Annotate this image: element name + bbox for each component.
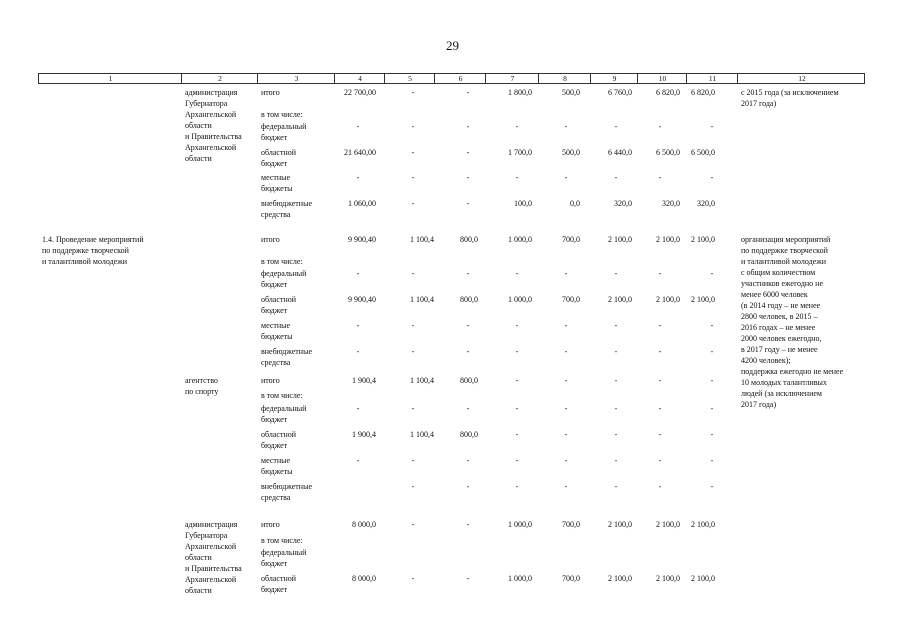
column-header-10: 10 — [637, 74, 687, 83]
budget-value-cell: - — [710, 321, 714, 330]
column-header-1: 1 — [38, 74, 182, 83]
budget-value-cell: 800,0 — [460, 235, 478, 244]
budget-value-cell: 320,0 — [662, 199, 680, 208]
budget-value-cell: 22 700,00 — [344, 88, 376, 97]
budget-value-cell: - — [658, 430, 662, 439]
budget-value-cell: 1 100,4 — [410, 295, 434, 304]
budget-row-label: федеральный бюджет — [261, 548, 307, 568]
header-right-border — [864, 74, 865, 83]
budget-value-cell: 6 440,0 — [608, 148, 632, 157]
budget-value-cell: - — [614, 173, 618, 182]
budget-value-cell: 1 900,4 — [352, 430, 376, 439]
budget-value-cell: - — [411, 122, 415, 131]
target-indicator-note: организация мероприятий по поддержке творческой и талантливой молодежи с общим количеством участников ежегодно не менее 6000 человек (в 2014 году – не менее 2800 человек, в 2015 – 2016 годах – не менее 2000 человек ежегодно, в 2017 году – не менее 4200 человек); поддержка ежегодно не менее 10 молодых талантливых людей (за исключением 2017 года) — [741, 235, 844, 409]
budget-value-cell: - — [515, 321, 519, 330]
budget-value-cell: - — [411, 269, 415, 278]
budget-value-cell: - — [411, 148, 415, 157]
budget-value-cell: - — [564, 321, 568, 330]
budget-value-cell: 2 100,0 — [608, 520, 632, 529]
budget-value-cell: - — [564, 376, 568, 385]
budget-value-cell: - — [658, 456, 662, 465]
budget-value-cell: - — [411, 321, 415, 330]
budget-row-label: местные бюджеты — [261, 321, 293, 341]
budget-value-cell: - — [564, 456, 568, 465]
responsible-executor: администрация Губернатора Архангельской области и Правительства Архангельской области — [185, 520, 242, 595]
budget-row-label: областной бюджет — [261, 295, 297, 315]
budget-value-cell: - — [614, 376, 618, 385]
column-header-7: 7 — [485, 74, 539, 83]
budget-row-label: итого — [261, 520, 280, 529]
budget-value-cell: - — [658, 321, 662, 330]
budget-value-cell: - — [710, 347, 714, 356]
responsible-executor: администрация Губернатора Архангельской области и Правительства Архангельской области — [185, 88, 242, 163]
budget-value-cell: - — [466, 574, 470, 583]
budget-value-cell: 6 760,0 — [608, 88, 632, 97]
budget-value-cell: 0,0 — [570, 199, 580, 208]
budget-value-cell: 2 100,0 — [608, 295, 632, 304]
table-header-row — [38, 73, 865, 84]
budget-value-cell: - — [411, 347, 415, 356]
budget-value-cell: 500,0 — [562, 88, 580, 97]
budget-row-label: областной бюджет — [261, 430, 297, 450]
budget-value-cell: - — [710, 376, 714, 385]
budget-value-cell: 700,0 — [562, 235, 580, 244]
budget-value-cell: 700,0 — [562, 520, 580, 529]
budget-value-cell: - — [411, 574, 415, 583]
budget-value-cell: - — [614, 404, 618, 413]
budget-value-cell: - — [356, 122, 360, 131]
budget-value-cell: - — [466, 482, 470, 491]
budget-value-cell: - — [356, 456, 360, 465]
budget-value-cell: 6 500,0 — [656, 148, 680, 157]
column-header-9: 9 — [590, 74, 638, 83]
budget-value-cell: - — [466, 321, 470, 330]
budget-value-cell: 9 900,40 — [348, 295, 376, 304]
budget-value-cell: 21 640,00 — [344, 148, 376, 157]
budget-value-cell: - — [466, 122, 470, 131]
budget-value-cell: - — [356, 404, 360, 413]
page-number: 29 — [446, 38, 459, 53]
budget-value-cell: - — [515, 347, 519, 356]
budget-value-cell: 6 500,0 — [691, 148, 715, 157]
column-header-11: 11 — [686, 74, 738, 83]
budget-value-cell: - — [614, 430, 618, 439]
budget-row-label: федеральный бюджет — [261, 269, 307, 289]
budget-value-cell: - — [710, 269, 714, 278]
budget-value-cell: 6 820,0 — [691, 88, 715, 97]
budget-value-cell: - — [411, 456, 415, 465]
budget-value-cell: 1 900,4 — [352, 376, 376, 385]
budget-value-cell: - — [356, 173, 360, 182]
budget-row-label: федеральный бюджет — [261, 122, 307, 142]
budget-value-cell: 2 100,0 — [656, 574, 680, 583]
budget-value-cell: 2 100,0 — [691, 574, 715, 583]
budget-value-cell: 2 100,0 — [691, 295, 715, 304]
budget-row-label: итого — [261, 88, 280, 97]
budget-value-cell: - — [614, 269, 618, 278]
column-header-4: 4 — [334, 74, 385, 83]
budget-value-cell: - — [564, 122, 568, 131]
in-total-label: в том числе: — [261, 257, 303, 266]
budget-value-cell: 500,0 — [562, 148, 580, 157]
budget-value-cell: - — [710, 404, 714, 413]
budget-value-cell: 2 100,0 — [691, 520, 715, 529]
budget-value-cell: - — [614, 456, 618, 465]
budget-value-cell: 320,0 — [697, 199, 715, 208]
budget-value-cell: - — [411, 404, 415, 413]
budget-row-label: внебюджетные средства — [261, 347, 312, 367]
budget-row-label: местные бюджеты — [261, 456, 293, 476]
budget-value-cell: - — [411, 199, 415, 208]
budget-row-label: местные бюджеты — [261, 173, 293, 193]
column-header-2: 2 — [181, 74, 258, 83]
budget-value-cell: - — [515, 376, 519, 385]
budget-value-cell: 1 700,0 — [508, 148, 532, 157]
budget-row-label: итого — [261, 235, 280, 244]
column-header-12: 12 — [737, 74, 866, 83]
budget-value-cell: 800,0 — [460, 430, 478, 439]
budget-value-cell: - — [710, 456, 714, 465]
budget-value-cell: - — [564, 430, 568, 439]
budget-value-cell: 2 100,0 — [608, 235, 632, 244]
budget-value-cell: - — [658, 482, 662, 491]
in-total-label: в том числе: — [261, 110, 303, 119]
target-indicator-note: с 2015 года (за исключением 2017 года) — [741, 88, 839, 108]
budget-value-cell: 1 100,4 — [410, 430, 434, 439]
budget-row-label: федеральный бюджет — [261, 404, 307, 424]
budget-value-cell: 6 820,0 — [656, 88, 680, 97]
budget-value-cell: 1 000,0 — [508, 574, 532, 583]
budget-value-cell: 800,0 — [460, 295, 478, 304]
budget-value-cell: 8 000,0 — [352, 574, 376, 583]
budget-row-label: итого — [261, 376, 280, 385]
budget-value-cell: 8 000,0 — [352, 520, 376, 529]
budget-value-cell: - — [515, 269, 519, 278]
budget-value-cell: 2 100,0 — [656, 295, 680, 304]
budget-value-cell: 1 000,0 — [508, 520, 532, 529]
budget-value-cell: - — [466, 520, 470, 529]
budget-value-cell: 1 100,4 — [410, 376, 434, 385]
budget-row-label: областной бюджет — [261, 148, 297, 168]
budget-value-cell: - — [658, 173, 662, 182]
budget-value-cell: - — [466, 199, 470, 208]
budget-value-cell: - — [515, 122, 519, 131]
budget-value-cell: - — [710, 173, 714, 182]
budget-row-label: внебюджетные средства — [261, 199, 312, 219]
budget-value-cell: - — [411, 88, 415, 97]
budget-value-cell: - — [466, 347, 470, 356]
budget-value-cell: 1 100,4 — [410, 235, 434, 244]
budget-value-cell: 800,0 — [460, 376, 478, 385]
column-header-3: 3 — [257, 74, 335, 83]
budget-value-cell: - — [466, 404, 470, 413]
budget-value-cell: 700,0 — [562, 295, 580, 304]
budget-value-cell: 2 100,0 — [691, 235, 715, 244]
budget-value-cell: - — [658, 122, 662, 131]
budget-value-cell: 320,0 — [614, 199, 632, 208]
column-header-5: 5 — [384, 74, 435, 83]
budget-row-label: внебюджетные средства — [261, 482, 312, 502]
budget-value-cell: - — [411, 173, 415, 182]
budget-value-cell: - — [614, 347, 618, 356]
budget-value-cell: - — [614, 482, 618, 491]
budget-value-cell: - — [356, 269, 360, 278]
budget-value-cell: - — [710, 482, 714, 491]
budget-value-cell: 2 100,0 — [608, 574, 632, 583]
budget-value-cell: - — [564, 404, 568, 413]
activity-name: 1.4. Проведение мероприятий по поддержке творческой и талантливой молодежи — [42, 235, 144, 266]
budget-value-cell: - — [466, 173, 470, 182]
budget-value-cell: 100,0 — [514, 199, 532, 208]
budget-value-cell: 1 000,0 — [508, 235, 532, 244]
budget-value-cell: - — [466, 88, 470, 97]
budget-value-cell: 9 900,40 — [348, 235, 376, 244]
budget-value-cell: - — [658, 269, 662, 278]
budget-value-cell: - — [466, 456, 470, 465]
budget-value-cell: - — [614, 321, 618, 330]
budget-value-cell: - — [658, 404, 662, 413]
budget-value-cell: - — [564, 173, 568, 182]
in-total-label: в том числе: — [261, 391, 303, 400]
budget-value-cell: - — [564, 347, 568, 356]
budget-value-cell: 1 000,0 — [508, 295, 532, 304]
budget-value-cell: - — [515, 404, 519, 413]
budget-value-cell: - — [710, 122, 714, 131]
budget-value-cell: 2 100,0 — [656, 520, 680, 529]
budget-value-cell: 1 060,00 — [348, 199, 376, 208]
budget-value-cell: - — [411, 520, 415, 529]
budget-value-cell: - — [515, 430, 519, 439]
budget-value-cell: - — [411, 482, 415, 491]
budget-row-label: областной бюджет — [261, 574, 297, 594]
budget-value-cell: - — [515, 482, 519, 491]
budget-value-cell: 2 100,0 — [656, 235, 680, 244]
budget-value-cell: - — [658, 376, 662, 385]
budget-value-cell: - — [466, 148, 470, 157]
budget-value-cell: - — [515, 456, 519, 465]
budget-value-cell: - — [564, 482, 568, 491]
budget-value-cell: - — [710, 430, 714, 439]
budget-value-cell: - — [564, 269, 568, 278]
budget-value-cell: - — [466, 269, 470, 278]
budget-value-cell: - — [614, 122, 618, 131]
column-header-6: 6 — [434, 74, 486, 83]
column-header-8: 8 — [538, 74, 591, 83]
responsible-executor: агентство по спорту — [185, 376, 219, 396]
budget-value-cell: 700,0 — [562, 574, 580, 583]
budget-value-cell: - — [658, 347, 662, 356]
budget-value-cell: - — [515, 173, 519, 182]
budget-value-cell: - — [356, 321, 360, 330]
in-total-label: в том числе: — [261, 536, 303, 545]
budget-value-cell: - — [356, 347, 360, 356]
budget-value-cell: 1 800,0 — [508, 88, 532, 97]
